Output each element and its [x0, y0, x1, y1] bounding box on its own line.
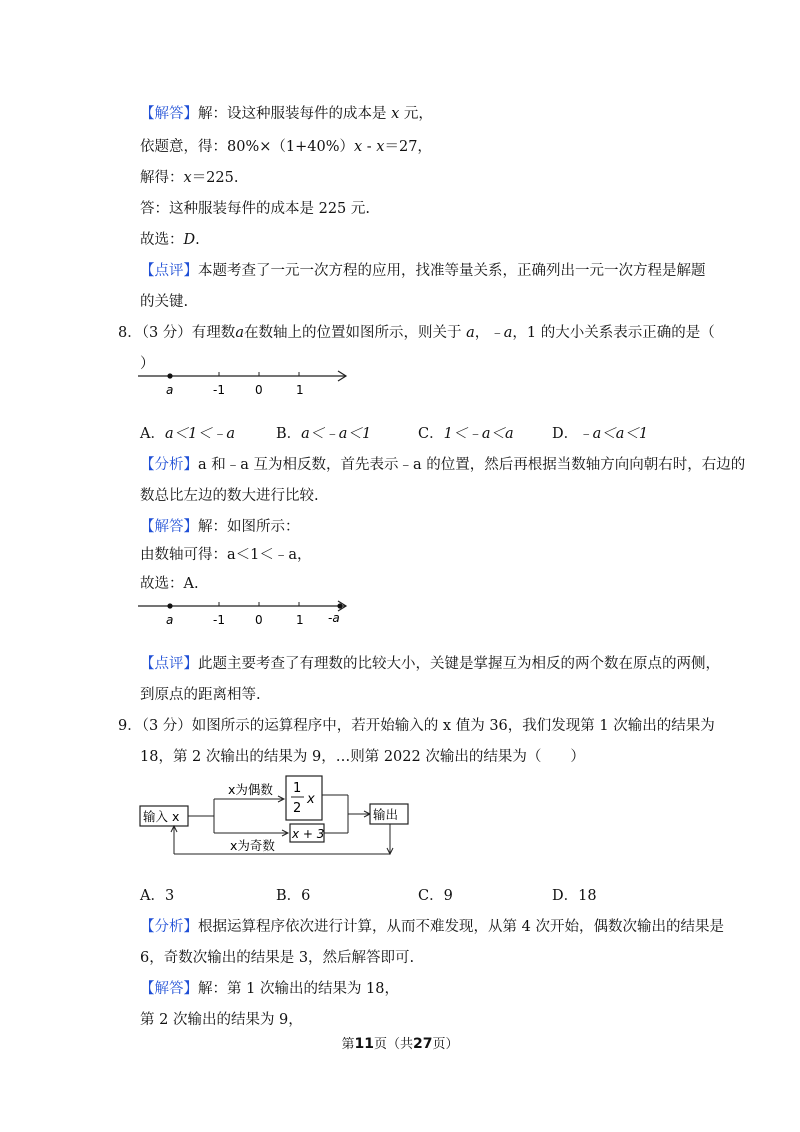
- label-a: a: [166, 383, 174, 397]
- analysis-tag: 【分析】: [140, 457, 198, 473]
- q8-answer-line2: 由数轴可得：a＜1＜﹣a，: [140, 547, 312, 563]
- label-a: a: [166, 613, 174, 627]
- q9-answer-line2: 第 2 次输出的结果为 9，: [140, 1012, 303, 1028]
- q9-option-c[interactable]: C．9: [418, 888, 453, 904]
- analysis-tag: 【分析】: [140, 919, 198, 935]
- q8-analysis-line2: 数总比左边的数大进行比较.: [140, 488, 319, 504]
- q9-analysis-line2: 6，奇数次输出的结果是 3，然后解答即可.: [140, 950, 415, 966]
- q8-stem-line1: 8．（3 分）有理数a在数轴上的位置如图所示，则关于 a，﹣a，1 的大小关系表示正确的是（: [118, 325, 715, 341]
- q9-stem-line2: 18，第 2 次输出的结果为 9，…则第 2022 次输出的结果为（ ）: [140, 749, 585, 765]
- q9-option-d[interactable]: D．18: [552, 888, 597, 904]
- q9-flowchart: [138, 770, 428, 862]
- q9-option-b[interactable]: B．6: [276, 888, 311, 904]
- q8-answer-line3: 故选：A.: [140, 576, 199, 592]
- q8-option-d[interactable]: D．﹣a＜a＜1: [552, 426, 649, 442]
- page-number: 11: [354, 1036, 374, 1052]
- comment-tag: 【点评】: [140, 656, 198, 672]
- q9-stem-line1: 9．（3 分）如图所示的运算程序中，若开始输入的 x 值为 36，我们发现第 1 次输出的结果为: [118, 718, 715, 734]
- q8-option-c[interactable]: C．1＜﹣a＜a: [418, 426, 514, 442]
- label-neg1: -1: [213, 613, 225, 627]
- q8-answer-number-line: [136, 592, 356, 628]
- half-x-box: [286, 776, 322, 820]
- page-footer: 第11页（共27页）: [341, 1036, 459, 1052]
- q7-comment-line1: 【点评】本题考查了一元一次方程的应用，找准等量关系，正确列出一元一次方程是解题: [140, 263, 706, 279]
- svg-text:x: x: [307, 792, 315, 807]
- q7-answer-line4: 答：这种服装每件的成本是 225 元.: [140, 201, 371, 217]
- q7-comment-line2: 的关键.: [140, 294, 189, 310]
- svg-text:1: 1: [293, 781, 302, 796]
- label-1: 1: [296, 613, 304, 627]
- svg-text:2: 2: [293, 801, 302, 816]
- point-a-dot: [167, 373, 172, 378]
- q8-number-line: [136, 362, 356, 398]
- q7-answer-line1: 【解答】解：设这种服装每件的成本是 x 元，: [140, 106, 433, 122]
- q9-analysis-line1: 【分析】根据运算程序依次进行计算，从而不难发现，从第 4 次开始，偶数次输出的结果是: [140, 919, 724, 935]
- q8-answer-line1: 【解答】解：如图所示：: [140, 519, 300, 535]
- label-neg1: -1: [213, 383, 225, 397]
- q8-option-b[interactable]: B．a＜﹣a＜1: [276, 426, 372, 442]
- q9-answer-line1: 【解答】解：第 1 次输出的结果为 18，: [140, 981, 400, 997]
- q7-answer-line3: 解得：x＝225.: [140, 170, 239, 186]
- label-neg-a: -a: [328, 611, 340, 625]
- q8-analysis-line1: 【分析】a 和﹣a 互为相反数，首先表示﹣a 的位置，然后再根据当数轴方向向朝右时，右边的: [140, 457, 746, 473]
- label-1: 1: [296, 383, 304, 397]
- q8-stem-line2: ）: [140, 356, 155, 372]
- output-label: 输出: [373, 807, 399, 822]
- input-label: 输入 x: [143, 809, 180, 824]
- q8-comment-line2: 到原点的距离相等.: [140, 687, 261, 703]
- answer-tag: 【解答】: [140, 106, 198, 122]
- odd-label: x为奇数: [230, 838, 275, 853]
- point-neg-a-dot: [337, 603, 342, 608]
- comment-tag: 【点评】: [140, 263, 198, 279]
- even-label: x为偶数: [228, 782, 273, 797]
- q7-answer-line2: 依题意，得：80%×（1+40%）x - x＝27，: [140, 139, 432, 155]
- q7-answer-line5: 故选：D.: [140, 232, 200, 248]
- svg-text:x + 3: x + 3: [292, 827, 325, 841]
- answer-tag: 【解答】: [140, 519, 198, 535]
- page-total: 27: [413, 1036, 433, 1052]
- label-0: 0: [255, 383, 263, 397]
- label-0: 0: [255, 613, 263, 627]
- point-a-dot: [167, 603, 172, 608]
- q9-option-a[interactable]: A．3: [140, 888, 175, 904]
- q8-option-a[interactable]: A．a＜1＜﹣a: [140, 426, 235, 442]
- q8-comment-line1: 【点评】此题主要考查了有理数的比较大小，关键是掌握互为相反的两个数在原点的两侧，: [140, 656, 720, 672]
- answer-tag: 【解答】: [140, 981, 198, 997]
